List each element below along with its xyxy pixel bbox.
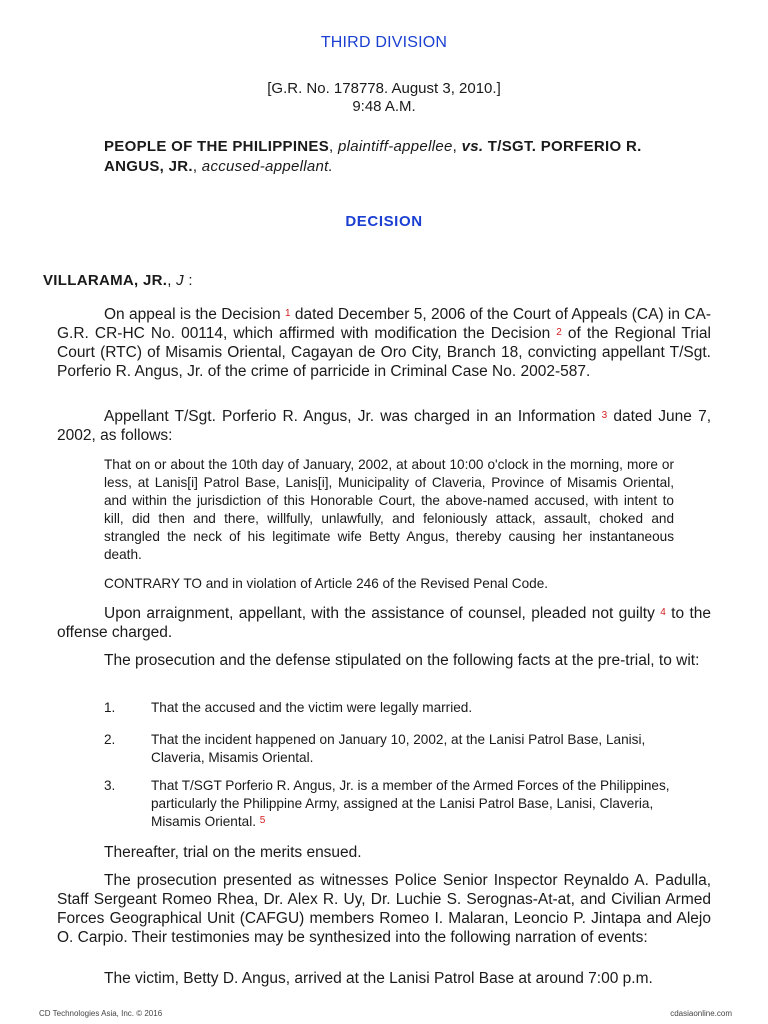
footnote-ref-3[interactable]: 3: [601, 410, 608, 421]
paragraph-4: The prosecution and the defense stipulated on the following facts at the pre-trial, to wit:: [104, 652, 700, 669]
list-item-text: That T/SGT Porferio R. Angus, Jr. is a member of the Armed Forces of the Philippines, particularly the Philippine Army, assigned at the Lanisi Patrol Base, Lanisi, Claveria, Misamis Oriental. $^5$: [151, 778, 670, 829]
ponente: VILLARAMA, JR., J :: [43, 272, 193, 289]
paragraph-3: Upon arraignment, appellant, with the assistance of counsel, pleaded not guilty $^4$ to the offense charged.: [57, 605, 711, 641]
ponente-title: J: [176, 272, 184, 289]
contrary-to-clause: CONTRARY TO and in violation of Article 246 of the Revised Penal Code.: [104, 576, 549, 591]
paragraph-1: On appeal is the Decision $^1$ dated December 5, 2006 of the Court of Appeals (CA) in CA-G.R. CR-HC No. 00114, which affirmed with modification the Decision $^2$ of the Regional Trial Court (RTC) of Misamis Oriental, Cagayan de Oro City, Branch 18, convicting appellant T/Sgt. Porferio R. Angus, Jr. of the crime of parricide in Criminal Case No. 2002-587.: [57, 306, 711, 380]
paragraph-2: Appellant T/Sgt. Porferio R. Angus, Jr. was charged in an Information $^3$ dated June 7, 2002, as follows:: [57, 408, 712, 444]
role-accused: accused-appellant.: [201, 158, 334, 175]
list-item-text: That the incident happened on January 10, 2002, at the Lanisi Patrol Base, Lanisi, Claveria, Misamis Oriental.: [151, 732, 646, 765]
case-caption: PEOPLE OF THE PHILIPPINES, plaintiff-appellee, vs. T/SGT. PORFERIO R. ANGUS, JR., accused-appellant.: [104, 138, 642, 175]
list-item-text: That the accused and the victim were legally married.: [151, 700, 473, 715]
footnote-ref-5[interactable]: 5: [259, 815, 266, 826]
footer-copyright: CD Technologies Asia, Inc. © 2016: [39, 1009, 163, 1018]
role-plaintiff: plaintiff-appellee: [337, 138, 453, 155]
division-heading: THIRD DIVISION: [320, 34, 448, 51]
decision-heading: DECISION: [345, 213, 423, 230]
footer-site[interactable]: cdasiaonline.com: [670, 1009, 732, 1018]
party-plaintiff: PEOPLE OF THE PHILIPPINES: [104, 138, 330, 155]
paragraph-6: The prosecution presented as witnesses Police Senior Inspector Reynaldo A. Padulla, Staff Sergeant Romeo Rhea, Dr. Alex R. Uy, Dr. Luchie S. Serognas-At-at, and Civilian Armed Forces Geographical Unit (CAFGU) members Romeo I. Malaran, Leoncio P. Jintapa and Alejo O. Carpio. Their testimonies may be synthesized into the following narration of events:: [57, 872, 711, 946]
paragraph-5: Thereafter, trial on the merits ensued.: [104, 844, 362, 861]
list-item-number: 1.: [104, 700, 116, 715]
case-number: [0, 80, 768, 116]
paragraph-7: The victim, Betty D. Angus, arrived at the Lanisi Patrol Base at around 7:00 p.m.: [104, 970, 653, 987]
footnote-ref-1[interactable]: 1: [284, 308, 291, 319]
list-item-number: 2.: [104, 732, 116, 747]
ponente-name: VILLARAMA, JR.: [43, 272, 168, 289]
footnote-ref-2[interactable]: 2: [556, 327, 562, 338]
party-accused: T/SGT. PORFERIO R. ANGUS, JR.: [104, 138, 642, 175]
case-number-line: [G.R. No. 178778. August 3, 2010.]: [267, 80, 501, 97]
information-quote: That on or about the 10th day of January, 2002, at about 10:00 o'clock in the morning, more or less, at Lanis[i] Patrol Base, Lanis[i], Municipality of Claveria, Province of Misamis Oriental, and within the jurisdiction of this Honorable Court, the above-named accused, with intent to kill, did then and there, willfully, unlawfully, and feloniously attack, assault, choked and strangled the neck of his legitimate wife Betty Angus, thereby causing her instantaneous death.: [104, 457, 674, 562]
versus: vs.: [461, 138, 484, 155]
list-item-number: 3.: [104, 778, 116, 793]
case-time-line: 9:48 A.M.: [352, 98, 416, 115]
footnote-ref-4[interactable]: 4: [660, 607, 666, 618]
